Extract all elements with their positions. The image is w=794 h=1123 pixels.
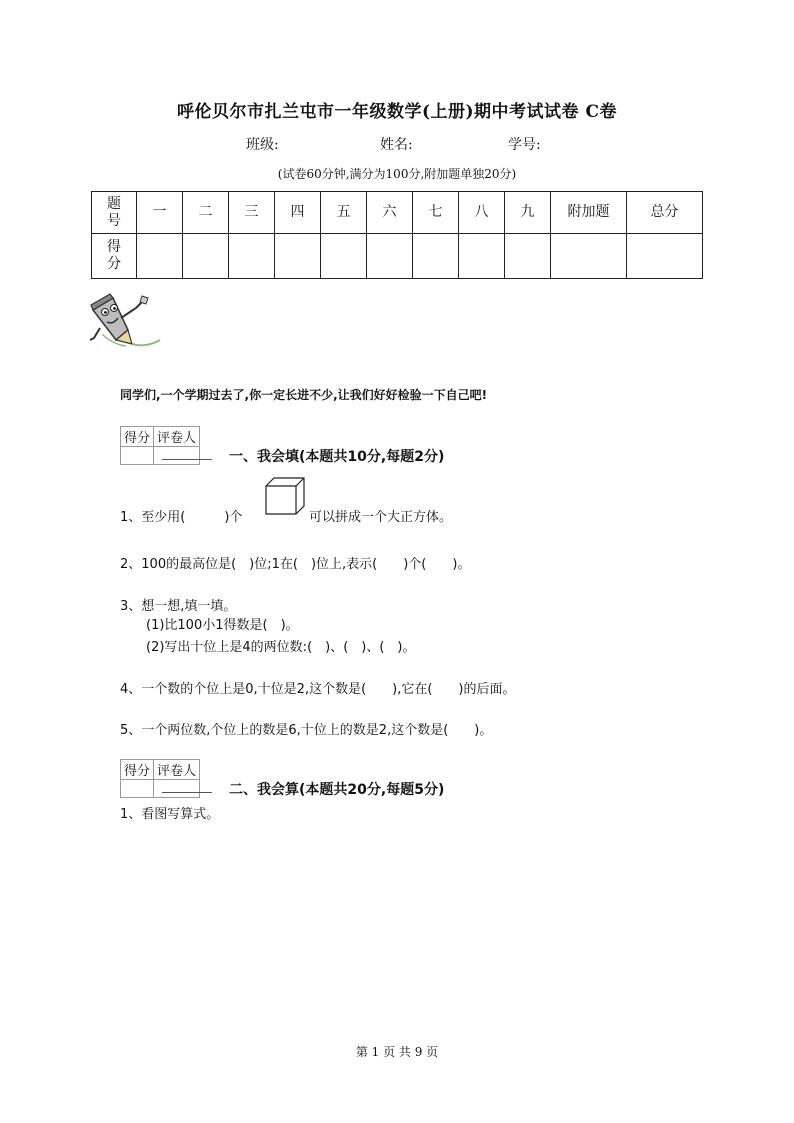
question-1-5: 5、一个两位数,个位上的数是6,十位上的数是2,这个数是( )。 (120, 723, 493, 738)
score-table-column: 七 (413, 192, 459, 234)
question-1-3-part-2: (2)写出十位上是4的两位数:( )、( )、( )。 (146, 640, 416, 655)
score-table-column: 五 (321, 192, 367, 234)
exam-note: (试卷60分钟,满分为100分,附加题单独20分) (277, 167, 517, 181)
grader-reviewer-cell[interactable] (154, 447, 200, 465)
score-table-column: 八 (459, 192, 505, 234)
grader-score-label: 得分 (121, 760, 154, 780)
name-label: 姓名: (380, 137, 413, 153)
grader-reviewer-label: 评卷人 (154, 760, 200, 780)
score-table-header-cell: 题 号 (92, 192, 137, 234)
score-table-header-cell: 得 分 (92, 234, 137, 279)
section2-title: 二、我会算(本题共20分,每题5分) (229, 782, 445, 798)
question-2-1: 1、看图写算式。 (120, 807, 220, 822)
score-table-column: 六 (367, 192, 413, 234)
grader-reviewer-cell[interactable] (154, 780, 200, 798)
question-1-3: 3、想一想,填一填。 (120, 599, 237, 614)
score-cell[interactable] (505, 234, 551, 279)
page-footer: 第 1 页 共 9 页 (355, 1045, 439, 1059)
score-cell[interactable] (183, 234, 229, 279)
question-1-2: 2、100的最高位是( )位;1在( )位上,表示( )个( )。 (120, 557, 471, 572)
score-table-column: 二 (183, 192, 229, 234)
score-table-column: 四 (275, 192, 321, 234)
question-1-4: 4、一个数的个位上是0,十位是2,这个数是( ),它在( )的后面。 (120, 682, 516, 697)
score-cell[interactable] (627, 234, 703, 279)
grader-score-cell[interactable] (121, 780, 154, 798)
grader-underline (162, 792, 212, 793)
question-1-3-part-1: (1)比100小1得数是( )。 (146, 618, 299, 633)
grader-reviewer-label: 评卷人 (154, 427, 200, 447)
question-1-1-start: 1、至少用( )个 (120, 510, 243, 525)
section1-title: 一、我会填(本题共10分,每题2分) (229, 449, 445, 465)
grader-underline (162, 459, 212, 460)
class-label: 班级: (246, 137, 279, 153)
greeting-text: 同学们,一个学期过去了,你一定长进不少,让我们好好检验一下自己吧! (120, 388, 488, 402)
score-cell[interactable] (413, 234, 459, 279)
page-title: 呼伦贝尔市扎兰屯市一年级数学(上册)期中考试试卷 C卷 (176, 102, 618, 122)
score-table-column: 一 (137, 192, 183, 234)
score-cell[interactable] (551, 234, 627, 279)
score-table-column: 九 (505, 192, 551, 234)
score-cell[interactable] (459, 234, 505, 279)
grader-score-label: 得分 (121, 427, 154, 447)
score-cell[interactable] (367, 234, 413, 279)
score-cell[interactable] (321, 234, 367, 279)
score-cell[interactable] (229, 234, 275, 279)
score-table-column: 总分 (627, 192, 703, 234)
score-table (91, 191, 703, 279)
student-id-label: 学号: (508, 137, 541, 153)
score-table-column: 三 (229, 192, 275, 234)
score-cell[interactable] (275, 234, 321, 279)
pencil-mascot-icon (88, 290, 164, 352)
score-cell[interactable] (137, 234, 183, 279)
grader-score-cell[interactable] (121, 447, 154, 465)
cube-icon (264, 476, 306, 516)
question-1-1-end: 可以拼成一个大正方体。 (309, 510, 453, 525)
score-table-column: 附加题 (551, 192, 627, 234)
